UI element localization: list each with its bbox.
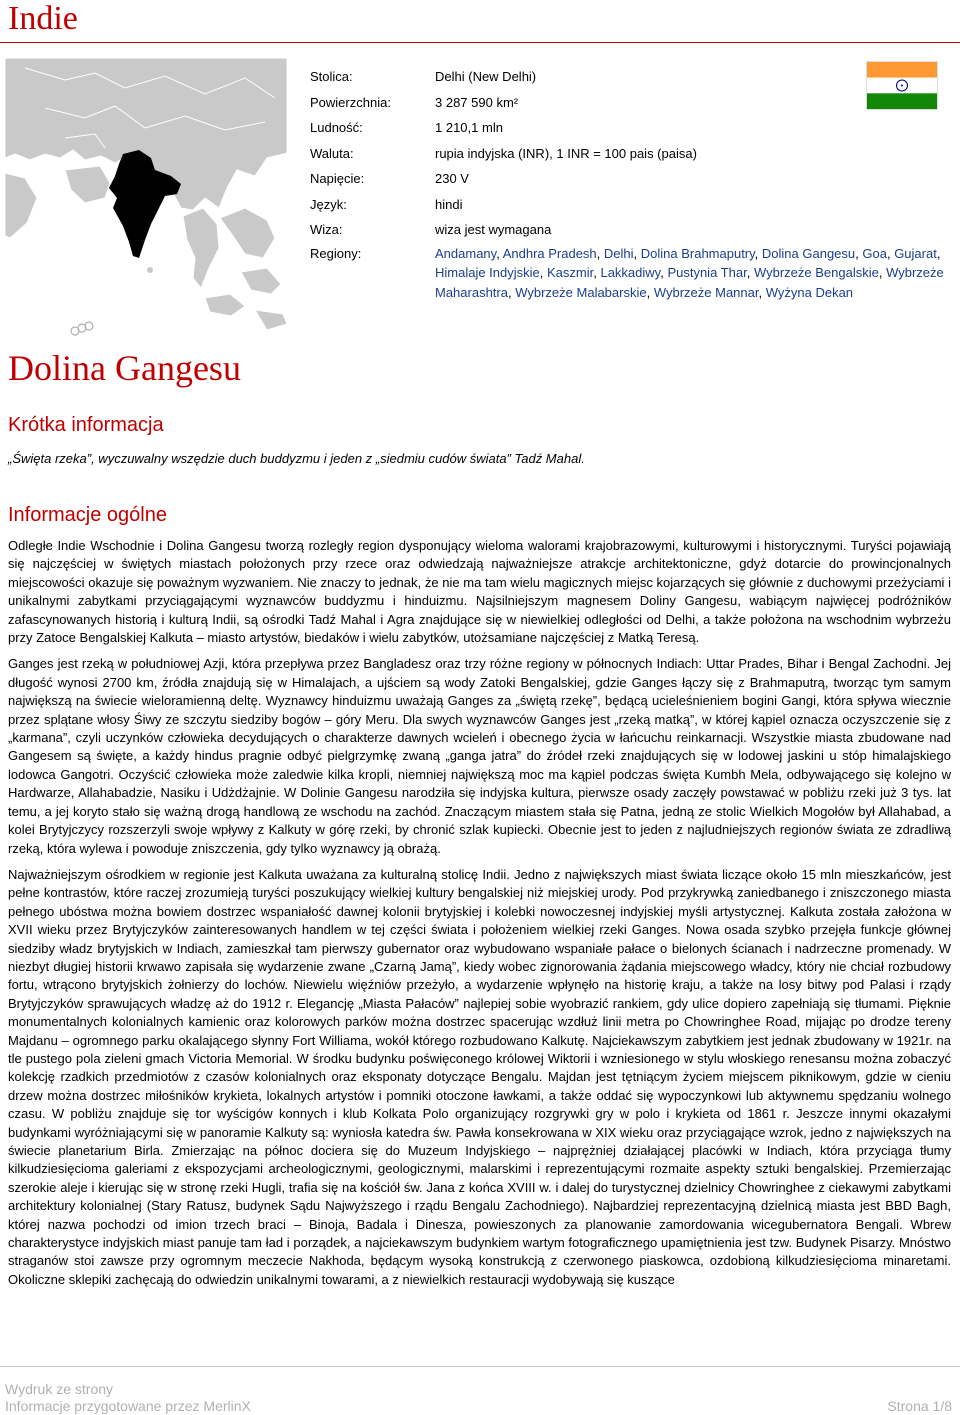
info-row-population [310,115,950,141]
region-link[interactable]: Andhra Pradesh [502,245,597,261]
print-label: Wydruk ze strony [5,1381,114,1397]
info-row-capital [310,64,950,90]
region-link[interactable]: Wybrzeże Bengalskie [753,265,879,280]
info-row-area [310,90,950,116]
short-info-heading: Krótka informacja [8,414,164,436]
info-label: Język: [310,196,347,212]
region-link[interactable]: Wybrzeże Maharashtra [435,265,944,300]
region-link[interactable]: Lakkadiwy [600,265,661,280]
info-value: Delhi (New Delhi) [435,69,537,84]
region-link[interactable]: Pustynia Thar [667,265,747,280]
general-info-heading: Informacje ogólne [8,504,167,526]
paragraph: Odległe Indie Wschodnie i Dolina Gangesu tworzą rozległy region dysponujący wieloma walorami krajobrazowymi, kulturowymi i historycznymi. Turyści pojawiają się najczęściej w świętych miastach położonych przy rzece oraz odwiedzają najważniejsze atrakcje architektoniczne, gdyż dotarcie do prowincjonalnych miejscowości okazuje się poważnym wyzwaniem. Nie znaczy to jednak, że nie ma tam wielu magicznych miejsc kojarzących się głównie z duchowymi przeżyciami i unikalnymi zabytkami przyciągającymi wyznawców buddyzmu i hinduizmu. Najsilniejszym magnesem Doliny Gangesu, wabiącym najwięcej podróżników zafascynowanych historią i kulturą Indii, są ośrodki Tadź Mahal i Agra znajdujące się w niewielkiej odległości od Delhi, a także położona na wschodnim wybrzeżu przy Zatoce Bengalskiej Kalkuta – miasto artystów, biedaków i wielu zabytków, utożsamiane najczęściej z Matką Teresą. [8,538,951,646]
info-value: wiza jest wymagana [435,222,552,237]
paragraph: Ganges jest rzeką w południowej Azji, która przepływa przez Bangladesz oraz trzy różne regiony w północnych Indiach: Uttar Prades, Bihar i Bengal Zachodni. Jej długość wynosi 2700 km, źródła znajdują się w Himalajach, a ujściem są wody Zatoki Bengalskiej, gdzie Ganges łączy się z Brahmaputrą, tworząc tym samym największą na świecie wieloramienną deltę. Wyznawcy hinduizmu uważają Ganges za „świętą rzekę”, będącą ucieleśnieniem bogini Gangi, która spływa wiecznie przez splątane włosy Śiwy ze szczytu siedziby bogów – góry Meru. Dla swych wyznawców Ganges jest „rzeką matką”, w której kąpiel oznacza oczyszczenie się z „karmana”, czyli uczynków człowieka decydujących o charakterze dawnych wcieleń i obecnego życia w łańcuchu reinkarnacji. Wszystkie miasta zbudowane nad Gangesem są święte, a każdy hindus pragnie odbyć pielgrzymkę zwaną „ganga jatra” do źródeł rzeki znajdujących się w lodowej jaskini u stóp himalajskiego lodowca Gangotri. Oczyścić człowieka może zaledwie kilka kropli, niemniej największą moc ma kąpiel podczas święta Kumbh Mela, odbywającego się kolejno w Hardwarze, Allahabadzie, Nasiku i Udżdżajnie. W Dolinie Gangesu narodziła się indyjska kultura, pierwsze osady zaczęły powstawać w pobliżu rzeki już 3 tys. lat temu, a jej koryto stało się ważną drogą handlową ze wschodu na zachód. Znaczącym miastem stała się Patna, jedną ze stolic Wielkich Mogołów był Allahabad, a kolei Brytyjczycy rozszerzyli swoje wpływy z Kalkuty w górę rzeki, by chronić szlak kupiecki. Obecnie jest to jeden z najludniejszych regionów świata ze zdradliwą rzeką, która wylewa i powoduje zniszczenia, gdy tylko wyznawcy ją obrażą. [8,656,951,856]
region-link[interactable]: Andamany [435,245,497,261]
region-link[interactable]: Wybrzeże Mannar [653,284,759,300]
info-label: Ludność: [310,120,363,135]
footer-left [5,1381,251,1415]
region-link[interactable]: Dolina Brahmaputry [640,245,755,261]
regions-list: Andamany, Andhra Pradesh, Delhi, Dolina Brahmaputry, Dolina Gangesu, Goa, Gujarat, Himalaje Indyjskie, Kaszmir, Lakkadiwy, Pustynia Thar, Wybrzeże Bengalskie, Wybrzeże Maharashtra, Wybrzeże Malabarskie, Wybrzeże Mannar, Wyżyna Dekan [435,245,944,300]
india-location-map [5,58,287,348]
info-label: Stolica: [310,69,353,84]
info-value: 230 V [435,171,469,186]
info-label: Powierzchnia: [310,94,391,110]
info-row-visa [310,217,950,243]
info-label: Napięcie: [310,171,365,186]
info-value: 3 287 590 km² [435,94,519,110]
info-row-voltage [310,166,950,192]
country-info-table [310,64,950,300]
general-info-body [8,537,951,1293]
region-link[interactable]: Wybrzeże Malabarskie [515,284,647,300]
info-value: hindi [435,196,463,212]
region-link[interactable]: Wyżyna Dekan [765,284,854,300]
footer-divider [0,1366,960,1367]
source-label: Informacje przygotowane przez MerlinX [5,1398,251,1414]
info-row-currency [310,141,950,167]
info-row-language [310,192,950,218]
region-link[interactable]: Goa [862,245,887,261]
region-link[interactable]: Delhi [603,245,634,261]
regions-label: Regiony: [310,245,362,261]
paragraph: Najważniejszym ośrodkiem w regionie jest Kalkuta uważana za kulturalną stolicę Indii. Jedno z największych miast świata liczące około 15 mln mieszkańców, jest pełne kontrastów, które raczej zrozumieją turyści poszukujący wielkiej kultury bengalskiej niż miejskiej urody. Pod przykrywką zaniedbanego i zniszczonego miasta pełnego ubóstwa można bowiem dostrzec wspaniałość dawnej kolonii brytyjskiej i kolebki nowoczesnej indyjskiej myśli artystycznej. Kalkuta została założona w XVII wieku przez Brytyjczyków zainteresowanych handlem w tej części świata i położeniem wielkiej rzeki Ganges. Nowa osada szybko przejęła funkcje głównej siedziby władz brytyjskich w Indiach, zamieszkał tam pierwszy gubernator oraz wybudowano wspaniałe pałace o bielonych ścianach i nadrzeczne promenady. W niezbyt długiej historii krwawo zapisała się wydarzenie zwane „Czarną Jamą”, kiedy wobec zignorowania żądania miejscowego władcy, który nie chciał rozbudowy fortu, wtrącono brytyjskich żołnierzy do lochów. Niewielu więźniów przeżyło, a wydarzenie wpłynęło na historię kraju, a także na losy bitwy pod Palasi i rządy Brytyjczyków sprawujących władzę aż do 1912 r. Elegancję „Miasta Pałaców” najlepiej sobie wyobrazić rankiem, gdy ulice dopiero zapełniają się tłumami. Pięknie monumentalnych kolonialnych kamienic oraz kolorowych parków można dostrzec spacerując wzdłuż linii metra po Chowringhee Road, mijając po drodze tereny Majdanu – ogromnego parku okalającego słynny Fort Williama, wokół którego rozbudowano Kalkutę. Najciekawszym zabytkiem jest jednak zbudowany w 1921r. na tle pustego pola zieleni gmach Victoria Memorial. W środku budynku poświęconego królowej Wiktorii i wzniesionego w stylu włoskiego renesansu można zobaczyć kolekcję rzadkich przedmiotów z czasów kolonialnych oraz eksponaty dotyczące Bengalu. Majdan jest tętniącym życiem miejscem piknikowym, gdzie w cieniu drzew można dostrzec miłośników krykieta, lokalnych artystów i pomniki otoczone ławkami, a także oddać się wypoczynkowi lub aktywnemu spędzaniu wolnego czasu. W pobliżu znajduje się tor wyścigów konnych i klub Kolkata Polo organizujący rozgrywki gry w polo i krykieta od 1861 r. Jeszcze innymi okazałymi budynkami wyróżniającymi się w panoramie Kalkuty są: wyniosła katedra św. Pawła konsekrowana w XIX wieku oraz przyciągające wzrok, jedno z największych na świecie planetarium Birla. Zmierzając na północ dociera się do Muzeum Indyjskiego – najprężniej działającej placówki w Indiach, która przyciąga tłumy kilkudziesięcioma galeriami z ekspozycjami archeologicznymi, geologicznymi, malarskimi i reprezentującymi rozmaite aspekty sztuki bengalskiej. Przemierzając szerokie aleje i kierując się w stronę rzeki Hugli, trafia się na kościół św. Jana z końca XVIII w. i dalej do turystycznej dzielnicy Chowringhee z ciekawymi zabytkami architektury kolonialnej (Stary Ratusz, budynek Sądu Najwyższego i rządu Bengalu Zachodniego). Najbardziej reprezentacyjną dzielnicą miasta jest BBD Bagh, której nazwa pochodzi od imion trzech braci – Binoja, Badala i Dinesza, powieszonych za planowanie zamordowania wicegubernatora Bengali. Wbrew charakterystyce indyjskich miast panuje tam ład i porządek, a najciekawszym budynkiem wartym fotograficznego upamiętnienia jest tzw. Budynek Pisarzy. Mnóstwo straganów stoi zawsze przy ogromnym meczecie Nakhoda, będącym wysoką konstrukcją z czerwonego piaskowca, ozdobioną kilkudziesięcioma minaretami. Okoliczne sklepiki zachęcają do odwiedzin unikalnymi towarami, a z niewielkich restauracji wydobywają się kuszące [8,866,951,1287]
info-value: rupia indyjska (INR), 1 INR = 100 pais (paisa) [435,145,697,161]
region-link[interactable]: Dolina Gangesu [761,245,856,261]
page-number: Strona 1/8 [887,1398,952,1414]
page-title: Indie [8,0,78,37]
region-link[interactable]: Gujarat [894,245,937,261]
info-value: 1 210,1 mln [435,120,503,135]
region-link[interactable]: Himalaje Indyjskie [435,265,540,280]
title-divider [0,42,960,43]
short-info-text: „Święta rzeka”, wyczuwalny wszędzie duch buddyzmu i jeden z „siedmiu cudów świata” Tadź Mahal. [8,451,585,466]
region-title: Dolina Gangesu [8,348,241,388]
info-label: Waluta: [310,145,354,161]
region-link[interactable]: Kaszmir [547,265,594,280]
info-label: Wiza: [310,222,343,237]
